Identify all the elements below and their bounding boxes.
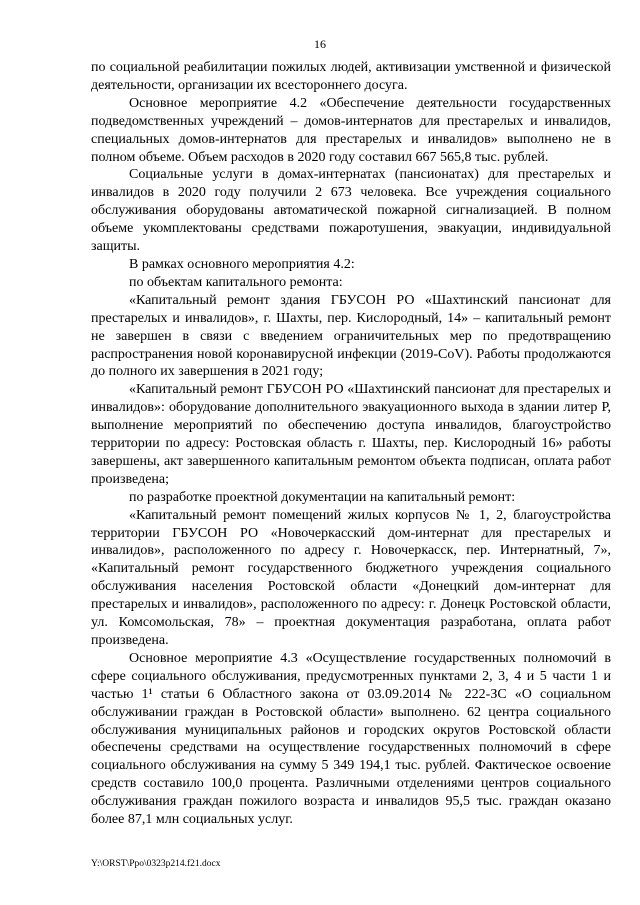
footer-file-path: Y:\ORST\Ppo\0323p214.f21.docx <box>91 859 221 869</box>
paragraph-within-measure: В рамках основного мероприятия 4.2: <box>129 256 355 272</box>
paragraph-design-docs-heading: по разработке проектной документации на капитальный ремонт: <box>129 489 516 505</box>
paragraph-shakhty-repair-14: «Капитальный ремонт здания ГБУСОН РО «Шахтинский пансионат для престарелых и инвалидов», г. Шахты, пер. Кислородный, 14» – капитальный ремонт не завершен в связи с введением ограничительных мер по предотвращению распространения новой коронавирусной инфекции (2019-CoV). Работы продолжаются до полного их завершения в 2021 году; <box>91 292 611 380</box>
paragraph-social-services: Социальные услуги в домах-интернатах (пансионатах) для престарелых и инвалидов в 2020 году получили 2 673 человека. Все учреждения социального обслуживания оборудованы автоматической пожарной сигнализацией. В полном объеме укомплектованы средствами пожаротушения, эвакуации, индивидуальной защиты. <box>91 167 611 255</box>
page-number: 16 <box>314 37 326 51</box>
paragraph-measure-4-2: Основное мероприятие 4.2 «Обеспечение деятельности государственных подведомственных учреждений – домов-интернатов для престарелых и инвалидов, специальных домов-интернатов для престарелых и инвалидов» выполнено не в полном объеме. Объем расходов в 2020 году составил 667 565,8 тыс. рублей. <box>91 95 611 165</box>
paragraph-continuation: по социальной реабилитации пожилых людей, активизации умственной и физической деятельности, организации их всестороннего досуга. <box>91 60 611 93</box>
paragraph-design-docs: «Капитальный ремонт помещений жилых корпусов № 1, 2, благоустройства территории ГБУСОН РО «Новочеркасский дом-интернат для престарелых и инвалидов», расположенного по адресу г. Новочеркасск, пер. Интернатный, 7», «Капитальный ремонт государственного бюджетного учреждения социального обслуживания населения Ростовской области «Донецкий дом-интернат для престарелых и инвалидов», расположенного по адресу: г. Донецк Ростовской области, ул. Комсомольская, 78» – проектная документация разработана, оплата работ произведена. <box>91 507 611 648</box>
paragraph-measure-4-3: Основное мероприятие 4.3 «Осуществление государственных полномочий в сфере социального обслуживания, предусмотренных пунктами 2, 3, 4 и 5 части 1 и частью 1¹ статьи 6 Областного закона от 03.09.2014 № 222-ЗС «О социальном обслуживании граждан в Ростовской области» выполнено. 62 центра социального обслуживания муниципальных районов и городских округов Ростовской области обеспечены средствами на осуществление государственных полномочий в сфере социального обслуживания на сумму 5 349 194,1 тыс. рублей. Фактическое освоение средств составило 100,0 процента. Различными отделениями центров социального обслуживания граждан пожилого возраста и инвалидов 95,5 тыс. граждан оказано более 87,1 млн социальных услуг. <box>91 650 611 828</box>
paragraph-shakhty-repair-16: «Капитальный ремонт ГБУСОН РО «Шахтинский пансионат для престарелых и инвалидов»: оборудование дополнительного эвакуационного выхода в здании литер Р, выполнение мероприятий по обеспечению доступа инвалидов, благоустройство территории по адресу: Ростовская область г. Шахты, пер. Кислородный 16» работы завершены, акт завершенного капитальным ремонтом объекта подписан, оплата работ произведена; <box>91 382 611 487</box>
document-body <box>91 59 611 829</box>
paragraph-capital-repair-heading: по объектам капитального ремонта: <box>129 274 343 290</box>
